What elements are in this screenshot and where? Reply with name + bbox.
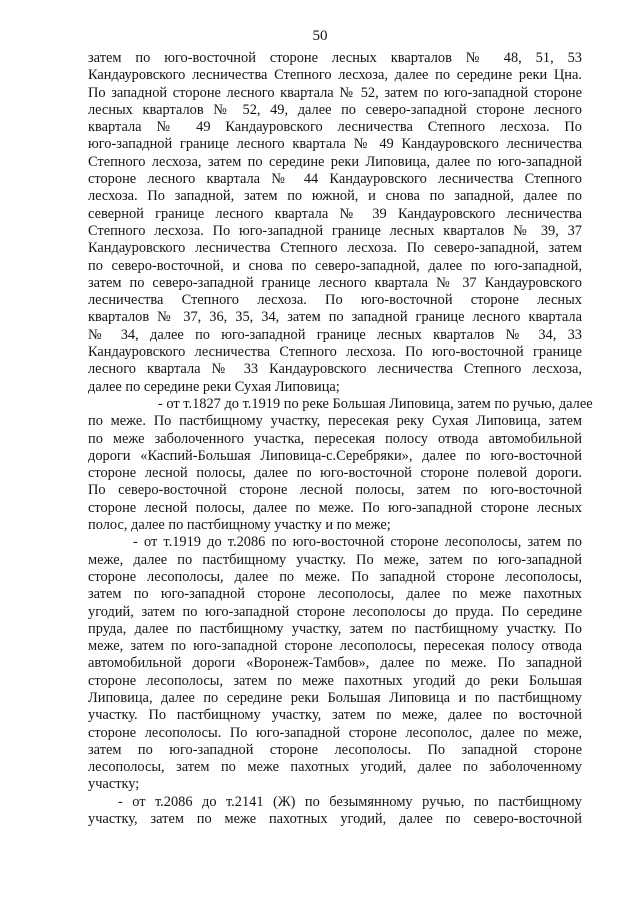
text-line: угодий, затем по юго-западной стороне лесополосы до пруда. По середине: [88, 603, 582, 620]
page-number: 50: [312, 28, 328, 44]
text-line: лесного квартала № 33 Кандауровского лесничества Степного лесхоза,: [88, 361, 582, 378]
text-line: По северо-восточной стороне лесной полосы, затем по юго-восточной: [88, 482, 582, 499]
text-line: участку, затем по меже пахотных угодий, далее по северо-восточной: [88, 811, 582, 828]
text-line: затем по северо-западной границе лесного квартала № 37 Кандауровского: [88, 274, 582, 291]
text-line: Липовица, далее по середине реки Большая Липовица и по пастбищному: [88, 689, 582, 706]
text-line: № 34, далее по юго-западной границе лесных кварталов № 34, 33: [88, 326, 582, 343]
text-line: по меже заболоченного участка, пересекая полосу отвода автомобильной: [88, 430, 582, 447]
text-line: затем по юго-западной стороне лесополосы. По западной стороне: [88, 741, 582, 758]
text-line: стороне лесополосы, далее по меже. По западной стороне лесополосы,: [88, 568, 582, 585]
text-line: Кандауровского лесничества Степного лесхоза. По юго-восточной границе: [88, 344, 582, 361]
paragraph-block: [88, 50, 593, 828]
text-line: лесничества Степного лесхоза. По юго-восточной стороне лесных: [88, 292, 582, 309]
text-line: затем по юго-западной стороне лесополосы, далее по меже пахотных: [88, 586, 582, 603]
text-line: Кандауровского лесничества Степного лесхоза. По северо-западной, затем: [88, 240, 582, 257]
text-line: северной границе лесного квартала № 39 Кандауровского лесничества: [88, 205, 582, 222]
text-line: лесхоза. По западной, затем по южной, и снова по западной, далее по: [88, 188, 582, 205]
text-line: - от т.2086 до т.2141 (Ж) по безымянному ручью, по пастбищному: [118, 793, 582, 810]
text-line: квартала № 49 Кандауровского лесничества Степного лесхоза. По: [88, 119, 582, 136]
text-line: затем по юго-восточной стороне лесных кварталов № 48, 51, 53: [88, 50, 582, 66]
text-line: пруда, далее по пастбищному участку, затем по пастбищному участку. По: [88, 620, 582, 637]
text-line: лесополосы, затем по меже пахотных угодий, далее по заболоченному: [88, 759, 582, 776]
text-line: по меже. По пастбищному участку, пересекая реку Сухая Липовица, затем: [88, 413, 582, 430]
text-line: дороги «Каспий-Большая Липовица-с.Серебряки», далее по юго-восточной: [88, 447, 582, 464]
body-text: [88, 50, 593, 828]
text-line: По западной стороне лесного квартала № 52, затем по юго-западной стороне: [88, 84, 582, 101]
text-line: стороне лесополосы, затем по меже пахотных угодий до реки Большая: [88, 672, 582, 689]
text-line: кварталов № 37, 36, 35, 34, затем по западной границе лесного квартала: [88, 309, 582, 326]
text-line: меже, затем по юго-западной стороне лесополосы, пересекая полосу отвода: [88, 638, 582, 655]
text-line: Кандауровского лесничества Степного лесхоза, далее по середине реки Цна.: [88, 67, 582, 84]
text-line: участку. По пастбищному участку, затем по меже, далее по восточной: [88, 707, 582, 724]
text-line: юго-западной границе лесного квартала № 49 Кандауровского лесничества: [88, 136, 582, 153]
text-line: участку;: [88, 776, 140, 793]
text-line: стороне лесной полосы, далее по меже. По юго-западной стороне лесных: [88, 499, 582, 516]
text-line: меже, далее по пастбищному участку. По меже, затем по юго-западной: [88, 551, 582, 568]
text-line: стороне лесной полосы, далее по юго-восточной стороне полевой дороги.: [88, 465, 582, 482]
text-line: лесных кварталов № 52, 49, далее по северо-западной стороне лесного: [88, 101, 582, 118]
text-line: полос, далее по пастбищному участку и по меже;: [88, 517, 391, 534]
text-line: Степного лесхоза. По юго-западной границе лесных кварталов № 39, 37: [88, 222, 582, 239]
text-line: по северо-восточной, и снова по северо-западной, далее по юго-западной,: [88, 257, 582, 274]
text-line: стороне лесополосы. По юго-западной стороне лесополос, далее по меже,: [88, 724, 582, 741]
text-line: - от т.1919 до т.2086 по юго-восточной стороне лесополосы, затем по: [133, 534, 582, 551]
text-line: автомобильной дороги «Воронеж-Тамбов», далее по меже. По западной: [88, 655, 582, 672]
text-line: Степного лесхоза, затем по середине реки Липовица, далее по юго-западной: [88, 153, 582, 170]
text-line: далее по середине реки Сухая Липовица;: [88, 378, 340, 395]
text-line: стороне лесного квартала № 44 Кандауровского лесничества Степного: [88, 171, 582, 188]
text-line: - от т.1827 до т.1919 по реке Большая Липовица, затем по ручью, далее: [158, 395, 593, 412]
